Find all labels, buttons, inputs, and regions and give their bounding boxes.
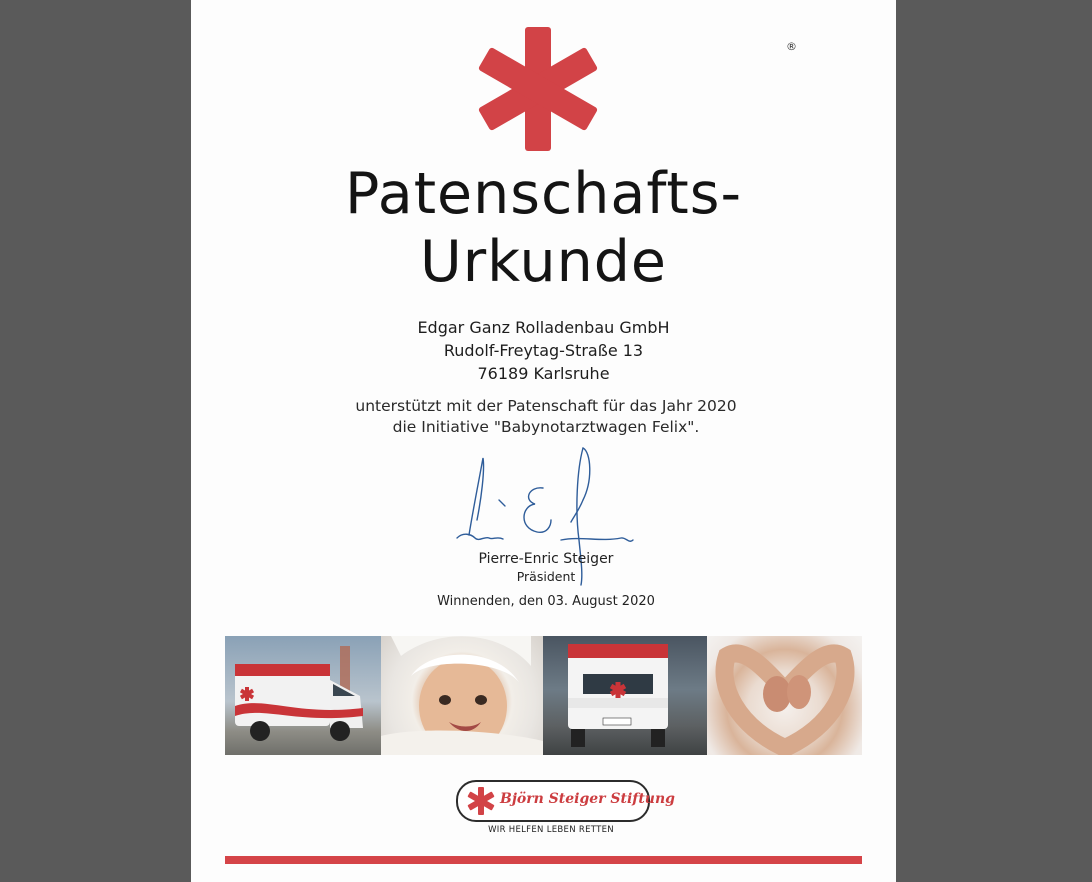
foundation-slogan: WIR HELFEN LEBEN RETTEN [488, 825, 614, 835]
sponsor-address [191, 316, 896, 385]
hands-heart-illustration [707, 636, 862, 755]
ambulance-photo [225, 636, 381, 755]
place-and-date: Winnenden, den 03. August 2020 [437, 594, 655, 609]
ambulance-front-illustration [543, 636, 707, 755]
bottom-red-bar [225, 856, 862, 864]
sponsor-city: 76189 Karlsruhe [477, 364, 610, 383]
title-line-1: Patenschafts- [344, 161, 743, 227]
photo-strip [225, 636, 862, 755]
foundation-star-icon [466, 786, 496, 816]
baby-feet-hands-photo [707, 636, 862, 755]
ambulance-illustration [225, 636, 381, 755]
signatory-name: Pierre-Enric Steiger [478, 551, 614, 567]
baby-photo [381, 636, 543, 755]
sponsor-street: Rudolf-Freytag-Straße 13 [443, 341, 644, 360]
ambulance-front-photo [543, 636, 707, 755]
sponsor-name: Edgar Ganz Rolladenbau GmbH [417, 318, 670, 337]
support-line-2: die Initiative "Babynotarztwagen Felix". [392, 418, 700, 436]
baby-illustration [381, 636, 543, 755]
support-line-1: unterstützt mit der Patenschaft für das Jahr 2020 [355, 397, 737, 415]
support-statement [191, 396, 896, 438]
title-line-2: Urkunde [420, 229, 667, 295]
registered-mark: ® [786, 40, 797, 53]
red-star-logo-icon [463, 24, 613, 154]
foundation-name: Björn Steiger Stiftung [500, 791, 675, 807]
signatory-role: Präsident [516, 569, 576, 584]
signatory [191, 550, 896, 586]
foundation-logo-badge [456, 780, 675, 822]
certificate-page [191, 0, 896, 882]
